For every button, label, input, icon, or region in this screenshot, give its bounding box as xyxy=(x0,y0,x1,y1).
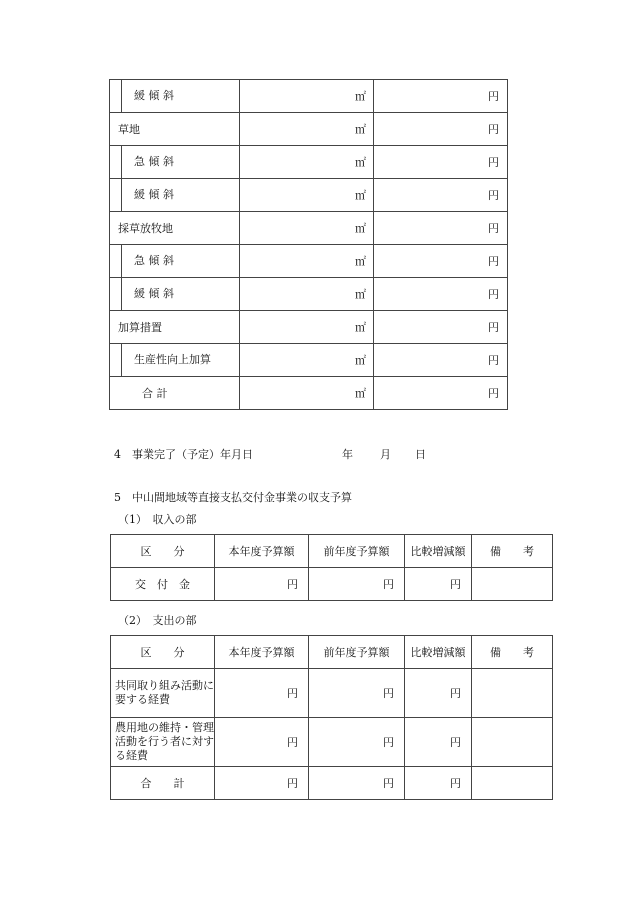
expense-table xyxy=(110,635,553,800)
table-row xyxy=(110,113,508,146)
income-heading: （1） 収入の部 xyxy=(118,513,197,526)
table-header-row xyxy=(111,535,553,568)
area-unit-cell: ㎡ xyxy=(240,212,374,245)
amount-yen-cell: 円 xyxy=(374,278,508,311)
land-category-cell xyxy=(110,245,240,278)
land-category-cell xyxy=(110,179,240,212)
land-category-label: 草地 xyxy=(118,123,140,136)
table-row xyxy=(110,212,508,245)
amount-yen-cell: 円 xyxy=(309,718,405,767)
table-row xyxy=(110,311,508,344)
amount-yen-cell: 円 xyxy=(374,344,508,377)
amount-yen-cell: 円 xyxy=(374,245,508,278)
month-label: 月 xyxy=(380,448,391,461)
amount-yen-cell: 円 xyxy=(215,669,309,718)
area-unit-cell: ㎡ xyxy=(240,146,374,179)
year-label: 年 xyxy=(342,448,353,461)
table-row xyxy=(111,669,553,718)
table-row xyxy=(110,245,508,278)
land-category-label: 緩 傾 斜 xyxy=(134,188,174,201)
amount-yen-cell: 円 xyxy=(215,568,309,601)
amount-yen-cell: 円 xyxy=(215,767,309,800)
amount-yen-cell: 円 xyxy=(374,80,508,113)
amount-yen-cell: 円 xyxy=(309,669,405,718)
column-header: 区 分 xyxy=(111,636,215,669)
land-category-label: 緩 傾 斜 xyxy=(134,89,174,102)
land-category-cell xyxy=(110,146,240,179)
amount-yen-cell: 円 xyxy=(405,767,472,800)
area-unit-cell: ㎡ xyxy=(240,377,374,410)
land-area-table xyxy=(109,79,508,410)
area-unit-cell: ㎡ xyxy=(240,80,374,113)
completion-date-label: 4 事業完了（予定）年月日 xyxy=(114,448,253,461)
table-row xyxy=(110,344,508,377)
area-unit-cell: ㎡ xyxy=(240,179,374,212)
column-header: 本年度予算額 xyxy=(215,535,309,568)
column-header: 比較増減額 xyxy=(405,535,472,568)
land-category-label: 採草放牧地 xyxy=(118,222,173,235)
amount-yen-cell: 円 xyxy=(309,568,405,601)
amount-yen-cell: 円 xyxy=(374,146,508,179)
table-row xyxy=(110,179,508,212)
amount-yen-cell: 円 xyxy=(309,767,405,800)
note-cell xyxy=(472,669,553,718)
day-label: 日 xyxy=(415,448,426,461)
land-category-cell xyxy=(110,113,240,146)
amount-yen-cell: 円 xyxy=(374,113,508,146)
land-category-cell xyxy=(110,311,240,344)
amount-yen-cell: 円 xyxy=(374,311,508,344)
amount-yen-cell: 円 xyxy=(374,179,508,212)
column-header: 比較増減額 xyxy=(405,636,472,669)
completion-date-row xyxy=(114,446,514,462)
area-unit-cell: ㎡ xyxy=(240,245,374,278)
amount-yen-cell: 円 xyxy=(405,718,472,767)
income-table xyxy=(110,534,553,601)
budget-item-label: 農用地の維持・管理活動を行う者に対する経費 xyxy=(111,718,215,767)
table-row xyxy=(111,568,553,601)
note-cell xyxy=(472,718,553,767)
land-category-label: 緩 傾 斜 xyxy=(134,287,174,300)
area-unit-cell: ㎡ xyxy=(240,344,374,377)
table-row xyxy=(110,278,508,311)
column-header: 備 考 xyxy=(472,636,553,669)
land-total-label: 合 計 xyxy=(142,387,168,400)
land-category-cell xyxy=(110,80,240,113)
table-row xyxy=(110,146,508,179)
table-header-row xyxy=(111,636,553,669)
land-category-cell xyxy=(110,377,240,410)
land-category-label: 加算措置 xyxy=(118,321,162,334)
area-unit-cell: ㎡ xyxy=(240,311,374,344)
amount-yen-cell: 円 xyxy=(405,669,472,718)
land-category-cell xyxy=(110,278,240,311)
amount-yen-cell: 円 xyxy=(215,718,309,767)
note-cell xyxy=(472,767,553,800)
note-cell xyxy=(472,568,553,601)
land-category-label: 生産性向上加算 xyxy=(134,353,211,366)
expense-heading: （2） 支出の部 xyxy=(118,614,197,627)
land-category-cell xyxy=(110,212,240,245)
budget-item-label: 共同取り組み活動に要する経費 xyxy=(111,669,215,718)
table-row xyxy=(111,718,553,767)
column-header: 本年度予算額 xyxy=(215,636,309,669)
amount-yen-cell: 円 xyxy=(374,212,508,245)
area-unit-cell: ㎡ xyxy=(240,113,374,146)
area-unit-cell: ㎡ xyxy=(240,278,374,311)
column-header: 区 分 xyxy=(111,535,215,568)
amount-yen-cell: 円 xyxy=(405,568,472,601)
table-row xyxy=(110,80,508,113)
table-row xyxy=(110,377,508,410)
column-header: 前年度予算額 xyxy=(309,636,405,669)
budget-item-label: 交 付 金 xyxy=(111,568,215,601)
land-category-cell xyxy=(110,344,240,377)
land-category-label: 急 傾 斜 xyxy=(134,254,174,267)
amount-yen-cell: 円 xyxy=(374,377,508,410)
column-header: 前年度予算額 xyxy=(309,535,405,568)
table-row xyxy=(111,767,553,800)
land-category-label: 急 傾 斜 xyxy=(134,155,174,168)
budget-item-label: 合 計 xyxy=(111,767,215,800)
column-header: 備 考 xyxy=(472,535,553,568)
budget-section-title: 5 中山間地域等直接支払交付金事業の収支予算 xyxy=(114,491,352,504)
